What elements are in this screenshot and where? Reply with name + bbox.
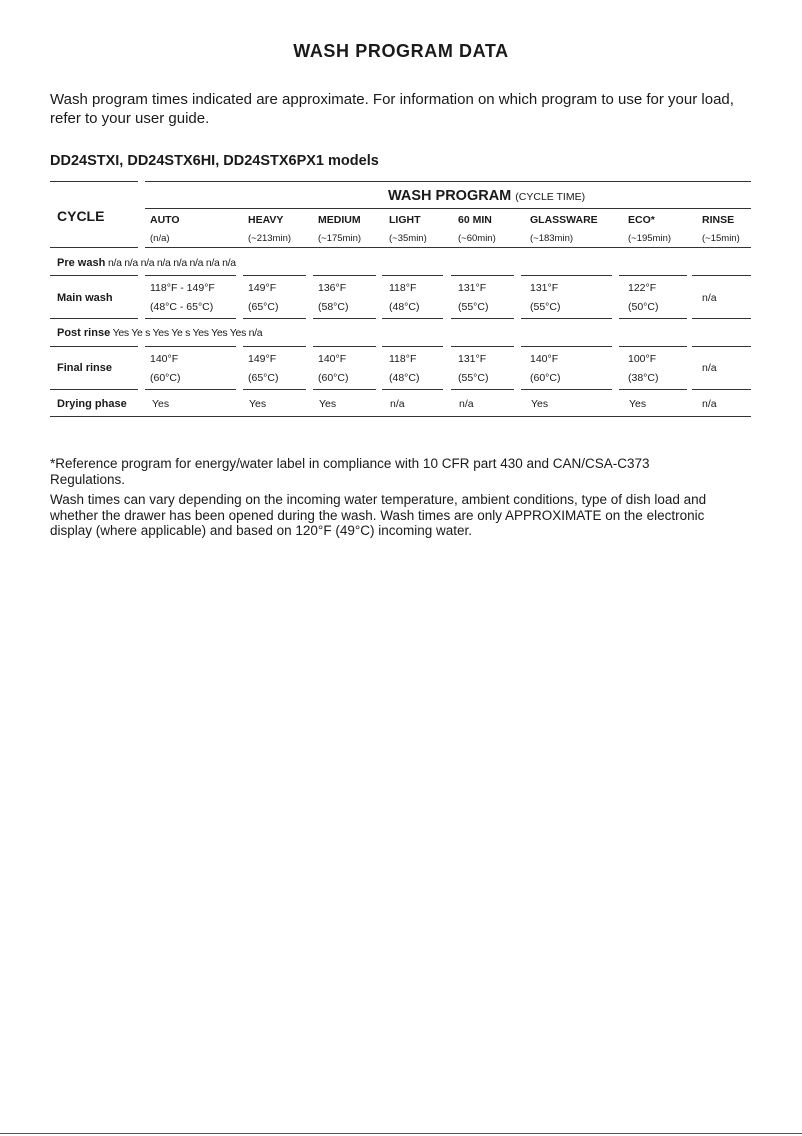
column-time-auto: (n/a) (150, 233, 170, 244)
column-time-rinse: (~15min) (702, 233, 740, 244)
column-header-rinse: RINSE (702, 214, 735, 226)
models-heading: DD24STXI, DD24STX6HI, DD24STX6PX1 models (50, 153, 379, 169)
page-title: WASH PROGRAM DATA (293, 41, 509, 61)
cell-drying-auto: Yes (152, 398, 170, 410)
column-time-light: (~35min) (389, 233, 427, 244)
cell-main-wash-light-c: (48°C) (389, 301, 420, 313)
table-rule (521, 318, 612, 319)
table-rule (50, 318, 138, 319)
row-values: Yes Ye s Yes Ye s Yes Yes Yes n/a (112, 327, 263, 339)
page-bottom-rule (0, 1133, 802, 1134)
cell-main-wash-glassware-c: (55°C) (530, 301, 561, 313)
cell-final-rinse-rinse: n/a (702, 362, 717, 374)
cell-main-wash-medium-c: (58°C) (318, 301, 349, 313)
intro-paragraph: Wash program times indicated are approximate. For information on which program to use for your load, refer to your user guide. (50, 91, 734, 127)
table-rule (521, 346, 612, 347)
cell-final-rinse-heavy-c: (65°C) (248, 372, 279, 384)
wash-program-header (388, 188, 585, 204)
row-label-main-wash: Main wash (57, 292, 113, 304)
cell-final-rinse-medium-f: 140°F (318, 353, 347, 365)
table-rule (243, 275, 306, 276)
column-header-light: LIGHT (389, 214, 421, 226)
cell-main-wash-light-f: 118°F (389, 282, 417, 294)
cell-main-wash-60min-f: 131°F (458, 282, 487, 294)
cell-final-rinse-auto-f: 140°F (150, 353, 179, 365)
column-header-glassware: GLASSWARE (530, 214, 598, 226)
cell-main-wash-glassware-f: 131°F (530, 282, 559, 294)
cell-main-wash-eco-c: (50°C) (628, 301, 659, 313)
column-header-eco: ECO* (628, 214, 655, 226)
table-rule (313, 318, 376, 319)
row-label-final-rinse: Final rinse (57, 362, 113, 374)
row-label: Post rinse (57, 327, 111, 339)
cell-drying-light: n/a (390, 398, 405, 410)
table-rule (145, 208, 751, 209)
table-rule (692, 275, 751, 276)
column-time-medium: (~175min) (318, 233, 362, 244)
table-rule (451, 389, 514, 390)
column-time-60min: (~60min) (458, 233, 496, 244)
table-rule (50, 275, 138, 276)
cell-final-rinse-light-f: 118°F (389, 353, 417, 365)
cycle-header: CYCLE (57, 208, 105, 224)
table-rule (451, 318, 514, 319)
table-rule (50, 181, 138, 182)
column-header-auto: AUTO (150, 214, 180, 226)
table-rule (382, 275, 443, 276)
table-rule (382, 346, 443, 347)
table-row-pre-wash (57, 257, 236, 269)
column-time-glassware: (~183min) (530, 233, 574, 244)
cell-final-rinse-medium-c: (60°C) (318, 372, 349, 384)
table-rule (145, 389, 236, 390)
table-rule (382, 389, 443, 390)
cell-final-rinse-eco-c: (38°C) (628, 372, 659, 384)
table-rule (313, 346, 376, 347)
cell-main-wash-auto-f: 118°F - 149°F (150, 282, 215, 294)
table-rule (145, 318, 236, 319)
cell-drying-heavy: Yes (249, 398, 267, 410)
cell-main-wash-60min-c: (55°C) (458, 301, 489, 313)
table-rule (145, 275, 236, 276)
column-time-eco: (~195min) (628, 233, 672, 244)
cell-drying-60min: n/a (459, 398, 474, 410)
row-label-drying-phase: Drying phase (57, 398, 127, 410)
table-rule (313, 389, 376, 390)
cell-drying-eco: Yes (629, 398, 647, 410)
table-rule (451, 275, 514, 276)
table-row-post-rinse (57, 327, 262, 339)
table-rule (145, 346, 236, 347)
cell-main-wash-auto-c: (48°C - 65°C) (150, 301, 214, 313)
row-label: Pre wash (57, 257, 106, 269)
cell-final-rinse-glassware-c: (60°C) (530, 372, 561, 384)
table-rule (451, 346, 514, 347)
column-header-heavy: HEAVY (248, 214, 284, 226)
cell-final-rinse-60min-c: (55°C) (458, 372, 489, 384)
table-rule (692, 389, 751, 390)
cell-main-wash-medium-f: 136°F (318, 282, 347, 294)
table-rule (50, 416, 751, 417)
footnote-reference: *Reference program for energy/water label in compliance with 10 CFR part 430 and CAN/CSA-C373 Regulations. (50, 456, 650, 487)
cycle-time-subheader: (CYCLE TIME) (515, 191, 586, 203)
table-rule (619, 275, 687, 276)
table-rule (313, 275, 376, 276)
cell-final-rinse-heavy-f: 149°F (248, 353, 277, 365)
cell-drying-rinse: n/a (702, 398, 717, 410)
cell-drying-glassware: Yes (531, 398, 549, 410)
table-rule (50, 346, 138, 347)
table-rule (521, 389, 612, 390)
column-time-heavy: (~213min) (248, 233, 292, 244)
table-rule (382, 318, 443, 319)
footnote-wash-times: Wash times can vary depending on the incoming water temperature, ambient conditions, type of dish load and whether the drawer has been opened during the wash. Wash times are only APPROXIMATE on the electronic display (where applicable) and based on 120°F (49°C) incoming water. (50, 492, 707, 538)
cell-final-rinse-light-c: (48°C) (389, 372, 420, 384)
table-rule (50, 389, 138, 390)
table-rule (521, 275, 612, 276)
table-rule (619, 346, 687, 347)
table-rule (619, 318, 687, 319)
table-rule (50, 247, 138, 248)
wash-program-title: WASH PROGRAM (388, 188, 512, 204)
cell-main-wash-rinse: n/a (702, 292, 717, 304)
cell-main-wash-heavy-c: (65°C) (248, 301, 279, 313)
cell-main-wash-heavy-f: 149°F (248, 282, 277, 294)
table-rule (243, 389, 306, 390)
table-rule (145, 247, 751, 248)
table-rule (243, 346, 306, 347)
column-header-medium: MEDIUM (318, 214, 361, 226)
table-rule (243, 318, 306, 319)
row-values: n/a n/a n/a n/a n/a n/a n/a n/a (107, 257, 236, 269)
table-rule (692, 346, 751, 347)
table-rule (619, 389, 687, 390)
cell-drying-medium: Yes (319, 398, 337, 410)
table-rule (692, 318, 751, 319)
cell-final-rinse-eco-f: 100°F (628, 353, 657, 365)
column-header-60min: 60 MIN (458, 214, 492, 226)
cell-final-rinse-glassware-f: 140°F (530, 353, 559, 365)
table-rule (145, 181, 751, 182)
cell-main-wash-eco-f: 122°F (628, 282, 657, 294)
cell-final-rinse-auto-c: (60°C) (150, 372, 181, 384)
cell-final-rinse-60min-f: 131°F (458, 353, 487, 365)
